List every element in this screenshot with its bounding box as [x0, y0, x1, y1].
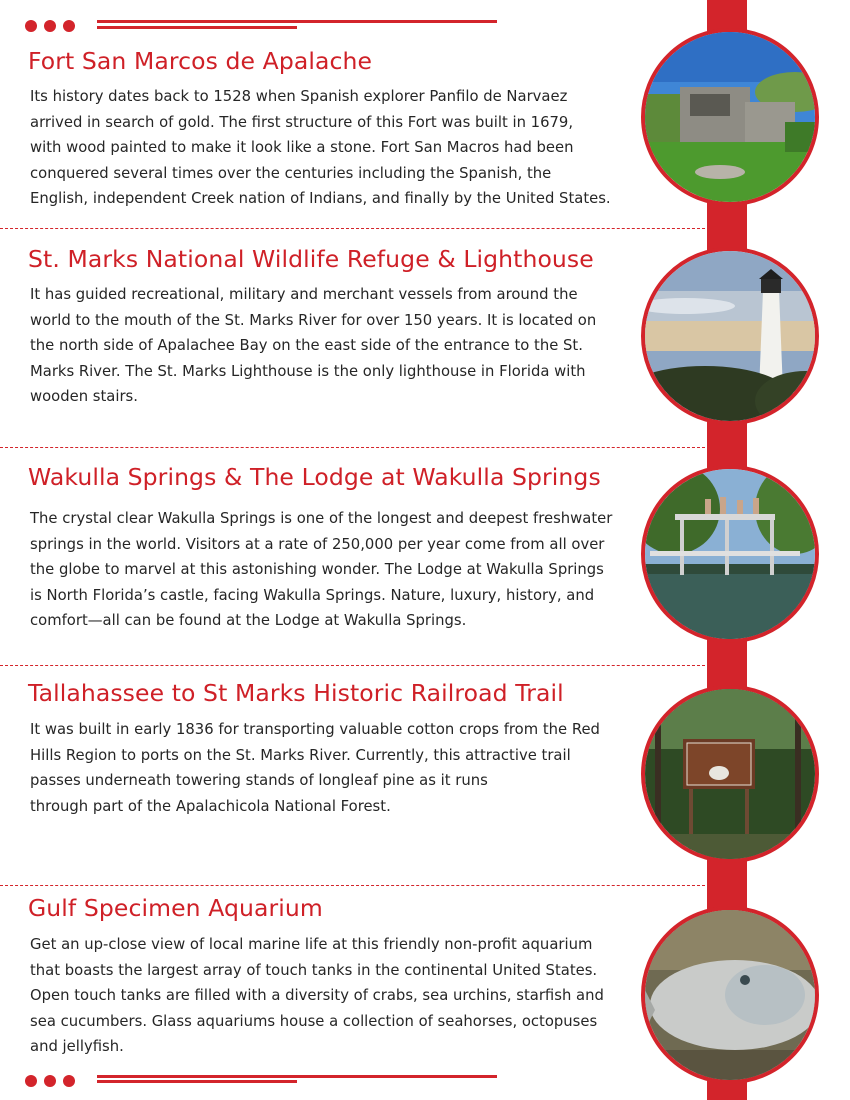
diving-tower-photo [641, 465, 819, 643]
trail-sign-photo [641, 685, 819, 863]
fort-museum-photo [641, 28, 819, 206]
section-title-wakulla: Wakulla Springs & The Lodge at Wakulla Springs [28, 463, 601, 491]
section-title-fort: Fort San Marcos de Apalache [28, 47, 373, 75]
dot [44, 20, 56, 32]
section-title-railroad-trail: Tallahassee to St Marks Historic Railroad Trail [28, 679, 564, 707]
section-body-railroad-trail: It was built in early 1836 for transporting valuable cotton crops from the Red Hills Region to ports on the St. Marks River. Currently, this attractive trail passes underneath towering stands of longleaf pine as it runs through part of the Apalachicola National Forest. [30, 721, 600, 815]
dot [63, 20, 75, 32]
top-dots-decoration [25, 20, 75, 32]
section-body-aquarium: Get an up-close view of local marine life at this friendly non-profit aquarium that boasts the largest array of touch tanks in the continental United States. Open touch tanks are filled with a diversity of crabs, sea urchins, starfish and sea cucumbers. Glass aquariums house a collection of seahorses, octopuses and jellyfish. [30, 936, 604, 1055]
dot [44, 1075, 56, 1087]
section-body-wakulla: The crystal clear Wakulla Springs is one of the longest and deepest freshwater springs in the world. Visitors at a rate of 250,000 per year come from all over the globe to marvel at this astonishing wonder. The Lodge at Wakulla Springs is North Florida’s castle, facing Wakulla Springs. Nature, luxury, history, and comfort—all can be found at the Lodge at Wakulla Springs. [30, 510, 613, 629]
dot [25, 20, 37, 32]
section-body-lighthouse: It has guided recreational, military and merchant vessels from around the world to the mouth of the St. Marks River for over 150 years. It is located on the north side of Apalachee Bay on the east side of the entrance to the St. Marks River. The St. Marks Lighthouse is the only lighthouse in Florida with wooden stairs. [30, 286, 597, 405]
dashed-separator [0, 447, 705, 448]
top-line-long [97, 20, 497, 23]
fish-photo [641, 906, 819, 1084]
bottom-line-long [97, 1075, 497, 1078]
bottom-line-short [97, 1080, 297, 1083]
dashed-separator [0, 665, 705, 666]
bottom-dots-decoration [25, 1075, 75, 1087]
dashed-separator [0, 885, 705, 886]
dot [25, 1075, 37, 1087]
section-body-fort: Its history dates back to 1528 when Spanish explorer Panfilo de Narvaez arrived in search of gold. The first structure of this Fort was built in 1679, with wood painted to make it look like a stone. Fort San Macros had been conquered several times over the centuries including the Spanish, the English, independent Creek nation of Indians, and finally by the United States. [30, 88, 611, 207]
section-title-aquarium: Gulf Specimen Aquarium [28, 894, 323, 922]
lighthouse-photo [641, 247, 819, 425]
dashed-separator [0, 228, 705, 229]
top-line-short [97, 26, 297, 29]
dot [63, 1075, 75, 1087]
section-title-lighthouse: St. Marks National Wildlife Refuge & Lighthouse [28, 245, 594, 273]
